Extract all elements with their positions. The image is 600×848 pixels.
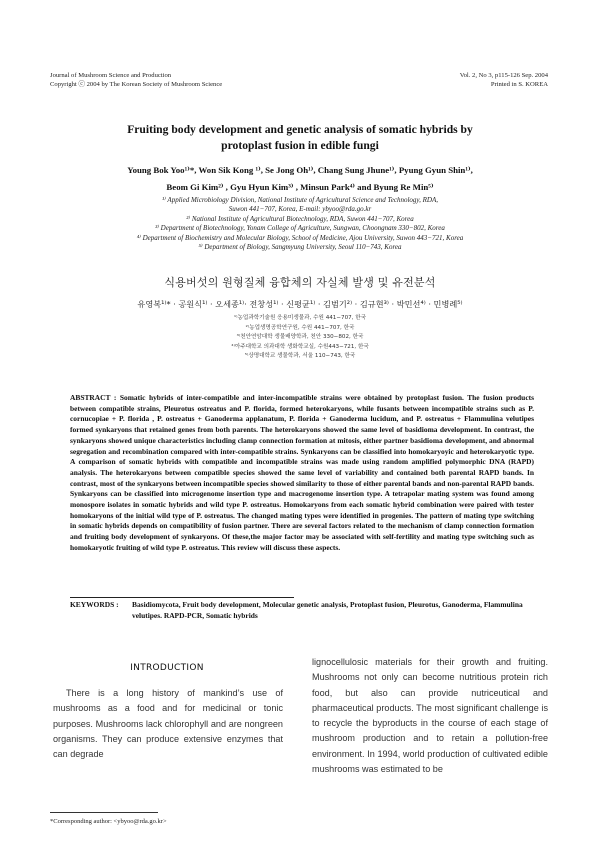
affiliation-1a: ¹⁾ Applied Microbiology Division, National Institute of Agricultural Science and Technology, RDA, [161, 196, 438, 204]
korean-affiliations [0, 314, 600, 362]
copyright: Copyright ⓒ 2004 by The Korean Society of Mushroom Science [50, 81, 223, 88]
korean-affiliation-2: ²⁾농업생명공학연구원, 수원 441−707, 한국 [245, 324, 355, 331]
title-line-2: protoplast fusion in edible fungi [221, 139, 379, 152]
intro-left-column [53, 686, 283, 762]
abstract [70, 393, 534, 554]
author-line-2: Beom Gi Kim²⁾ , Gyu Hyun Kim³⁾ , Minsun Park⁴⁾ and Byung Re Min⁵⁾ [166, 182, 434, 192]
title-line-1: Fruiting body development and genetic analysis of somatic hybrids by [127, 123, 473, 136]
printed-in: Printed in S. KOREA [490, 81, 548, 88]
intro-right-column [312, 655, 548, 777]
affiliations [0, 196, 600, 252]
keywords-text: Basidiomycota, Fruit body development, Molecular genetic analysis, Protoplast fusion, Pleurotus, Ganoderma, Flammulina velutipes. RAPD-PCR, Somatic hybrids [132, 600, 523, 620]
abstract-text: Somatic hybrids of inter-compatible and inter-incompatible strains were obtained by protoplast fusion. The fusion products between compatible strains, Pleurotus ostreatus and P. florida, formed heterokaryons, while fusants between incompatible strains such as P. cornucopiae + P. florida , P. ostreatus + Ganoderma applanatum, P. florida + Ganoderma lucidum, and P. ostreatus + Flammulina velutipes formed synkaryons that retained genes from both parents. The heterokaryons showed the same level of basidioma development. In contrast, the synkaryons showed unique characteristics including clamp connection formation at mitosis, either partner basidioma development, and abnormal segregation and recombination compared with inter-compatible strains. Synkaryons can be classified into homokaryoyic and heterokaryotic type. A comparison of somatic hybrids with compatible and incompatible strains was made using random amplified polymorphic DNA (RAPD) analysis. The heterokaryons between compatible species showed the same level of variability and contained both parental RAPD bands. In contrast, most of the synkaryons between incompatible species showed similarity to those of either parental bands and non-parental RAPD bands. Synkaryons can be classified into microgenome insertion type and macrogenome insertion type. A tetrapolar mating system was found among monospore isolates in somatic hybrids and wild type P. ostreatus. Homokaryons from each somatic hybrid combination were paired with tester homokaryons of the initial wild type of P. ostreatus. The changed mating types were identified in progenies. The pattern of mating type switching in somatic hybrids depends on compatibility of fusion partner. There are several factors related to the mechanism of clamp connection formation and fruiting body development of synkaryons. Of these,the major factor may be associated with self-fertility and mating type switching such as homokaryotic fruiting of wild type P. ostreatus. This review will discuss these aspects. [70, 393, 534, 552]
abstract-divider [70, 597, 294, 598]
keywords-label: KEYWORDS : [70, 600, 119, 609]
intro-right-paragraph: lignocellulosic materials for their growth and fruiting. Mushrooms not only can become nutritious protein rich food, but also can provide nutriceutical and pharmaceutical products. The most significant challenge is to recycle the byproducts in the course of each stage of mushroom production and to retain a pollution-free environment. In 1994, world production of cultivated edible mushrooms was estimated to be [312, 657, 548, 775]
introduction-heading: INTRODUCTION [130, 663, 204, 673]
affiliation-1b: Suwon 441−707, Korea, E-mail: ybyoo@rda.go.kr [228, 205, 372, 214]
author-line-1: Young Bok Yoo¹⁾*, Won Sik Kong ¹⁾, Se Jong Oh¹⁾, Chang Sung Jhune¹⁾, Pyung Gyun Shin¹⁾, [127, 165, 473, 175]
journal-name: Journal of Mushroom Science and Production [50, 72, 172, 79]
affiliation-5: ⁵⁾ Department of Biology, Sangmyung University, Seoul 110−743, Korea [198, 243, 402, 252]
korean-authors: 유영복¹⁾* · 공원식¹⁾ · 오세종¹⁾· 전창성¹⁾ · 신평균¹⁾ · 김범기²⁾ · 김규현³⁾ · 박민선⁴⁾ · 민병례⁵⁾ [137, 299, 463, 309]
paper-title [0, 122, 600, 154]
abstract-label: ABSTRACT : [70, 393, 117, 402]
volume-info: Vol. 2, No 3, p115-126 Sep. 2004 [459, 72, 548, 79]
korean-affiliation-5: ⁵⁾상명대학교 생물학과, 서울 110−743, 한국 [244, 353, 356, 360]
korean-affiliation-3: ³⁾천안연암대학 생물배양학과, 천안 330−802, 한국 [236, 334, 364, 341]
korean-title: 식용버섯의 원형질체 융합체의 자실체 발생 및 유전분석 [164, 276, 436, 289]
affiliation-2: ²⁾ National Institute of Agricultural Biotechnology, RDA, Suwon 441−707, Korea [186, 214, 414, 223]
affiliation-3: ³⁾ Department of Biotechnology, Yonam College of Agriculture, Sungwan, Choongnam 330−802, Korea [155, 224, 445, 233]
intro-left-paragraph: There is a long history of mankind’s use of mushrooms as a food and for medicinal or tonic purposes. Mushrooms lack chlorophyll and are nongreen organisms. They can produce extensive enzymes that can degrade [53, 688, 283, 760]
korean-affiliation-4: ⁴⁾아주대학교 의과대학 생화학교실, 수원443−721, 한국 [231, 343, 369, 350]
affiliation-4: ⁴⁾ Department of Biochemistry and Molecular Biology, School of Medicine, Ajou University, Suwon 443−721, Korea [136, 233, 464, 242]
corresponding-author-footnote: *Corresponding author: <ybyoo@rda.go.kr> [50, 818, 167, 825]
korean-affiliation-1: ¹⁾농업과학기술원 응용미생물과, 수원 441−707, 한국 [233, 315, 367, 321]
footnote-rule [50, 812, 158, 813]
